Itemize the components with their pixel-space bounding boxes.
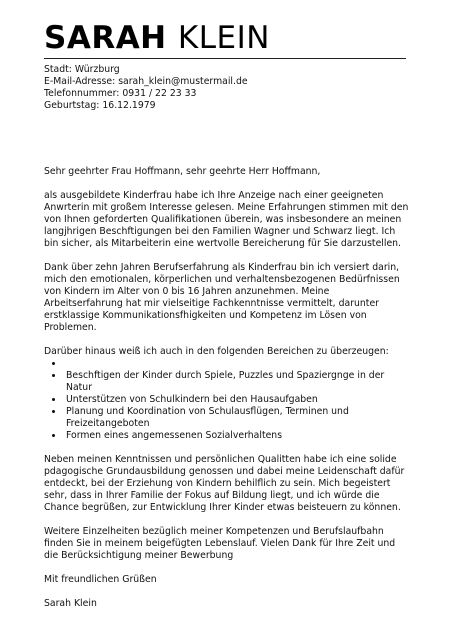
closing-greeting: Mit freundlichen Grüßen bbox=[44, 574, 157, 585]
letter-body bbox=[44, 166, 410, 610]
paragraph-closing: Weitere Einzelheiten bezüglich meiner Kompetenzen und Berufslaufbahn finden Sie in meinem beigefügten Lebenslauf. Vielen Dank für Ihre Zeit und die Berücksichtigung meiner Bewerbung bbox=[44, 526, 396, 561]
contact-block bbox=[44, 64, 406, 112]
list-intro: Darüber hinaus weiß ich auch in den folgenden Bereichen zu überzeugen: bbox=[44, 346, 389, 357]
paragraph-education: Neben meinen Kenntnissen und persönlichen Qualitten habe ich eine solide pdagogische Grundausbildung genossen und dabei meine Leidenschaft dafür entdeckt, bei der Erziehung von Kindern behilflich zu sein. Mich begeistert sehr, dass in Ihrer Familie der Fokus auf Bildung liegt, und ich würde die Chance begrüßen, zur Entwicklung Ihrer Kinder etwas beisteuern zu können. bbox=[44, 454, 405, 513]
list-item: • Planung und Koordination von Schulausflügen, Terminen und Freizeitangeboten bbox=[64, 406, 410, 430]
contact-email: E-Mail-Adresse: sarah_klein@mustermail.de bbox=[44, 76, 248, 87]
last-name: KLEIN bbox=[177, 20, 270, 56]
contact-city: Stadt: Würzburg bbox=[44, 64, 120, 75]
signature: Sarah Klein bbox=[44, 598, 97, 609]
applicant-name bbox=[44, 20, 270, 56]
list-item bbox=[64, 358, 410, 370]
header-divider bbox=[44, 58, 406, 59]
paragraph-intro: als ausgebildete Kinderfrau habe ich Ihre Anzeige nach einer geeigneten Anwrterin mit großem Interesse gelesen. Meine Erfahrungen stimmen mit den von Ihnen geforderten Qualifikationen überein, was insbesondere an meinen langjhrigen Beschftigungen bei den Familien Wagner und Schwarz liegt. Ich bin sicher, als Mitarbeiterin eine wertvolle Bereicherung für Sie darzustellen. bbox=[44, 190, 409, 249]
list-item: • Unterstützen von Schulkindern bei den Hausaufgaben bbox=[64, 394, 410, 406]
paragraph-experience: Dank über zehn Jahren Berufserfahrung als Kinderfrau bin ich versiert darin, mich den emotionalen, körperlichen und verhaltensbezogenen Bedürfnissen von Kindern im Alter von 0 bis 16 Jahren anzunehmen. Meine Arbeitserfahrung hat mir vielseitige Fachkenntnisse vermittelt, darunter erstklassige Kommunikationsfhigkeiten und Kompetenz im Lösen von Problemen. bbox=[44, 262, 400, 333]
list-item: • Beschftigen der Kinder durch Spiele, Puzzles und Spaziergnge in der Natur bbox=[64, 370, 410, 394]
contact-birthday: Geburtstag: 16.12.1979 bbox=[44, 100, 156, 111]
list-item: • Formen eines angemessenen Sozialverhaltens bbox=[64, 430, 410, 442]
contact-phone: Telefonnummer: 0931 / 22 23 33 bbox=[44, 88, 197, 99]
first-name: SARAH bbox=[44, 20, 167, 56]
skills-list bbox=[44, 358, 410, 442]
salutation: Sehr geehrter Frau Hoffmann, sehr geehrte Herr Hoffmann, bbox=[44, 166, 321, 177]
